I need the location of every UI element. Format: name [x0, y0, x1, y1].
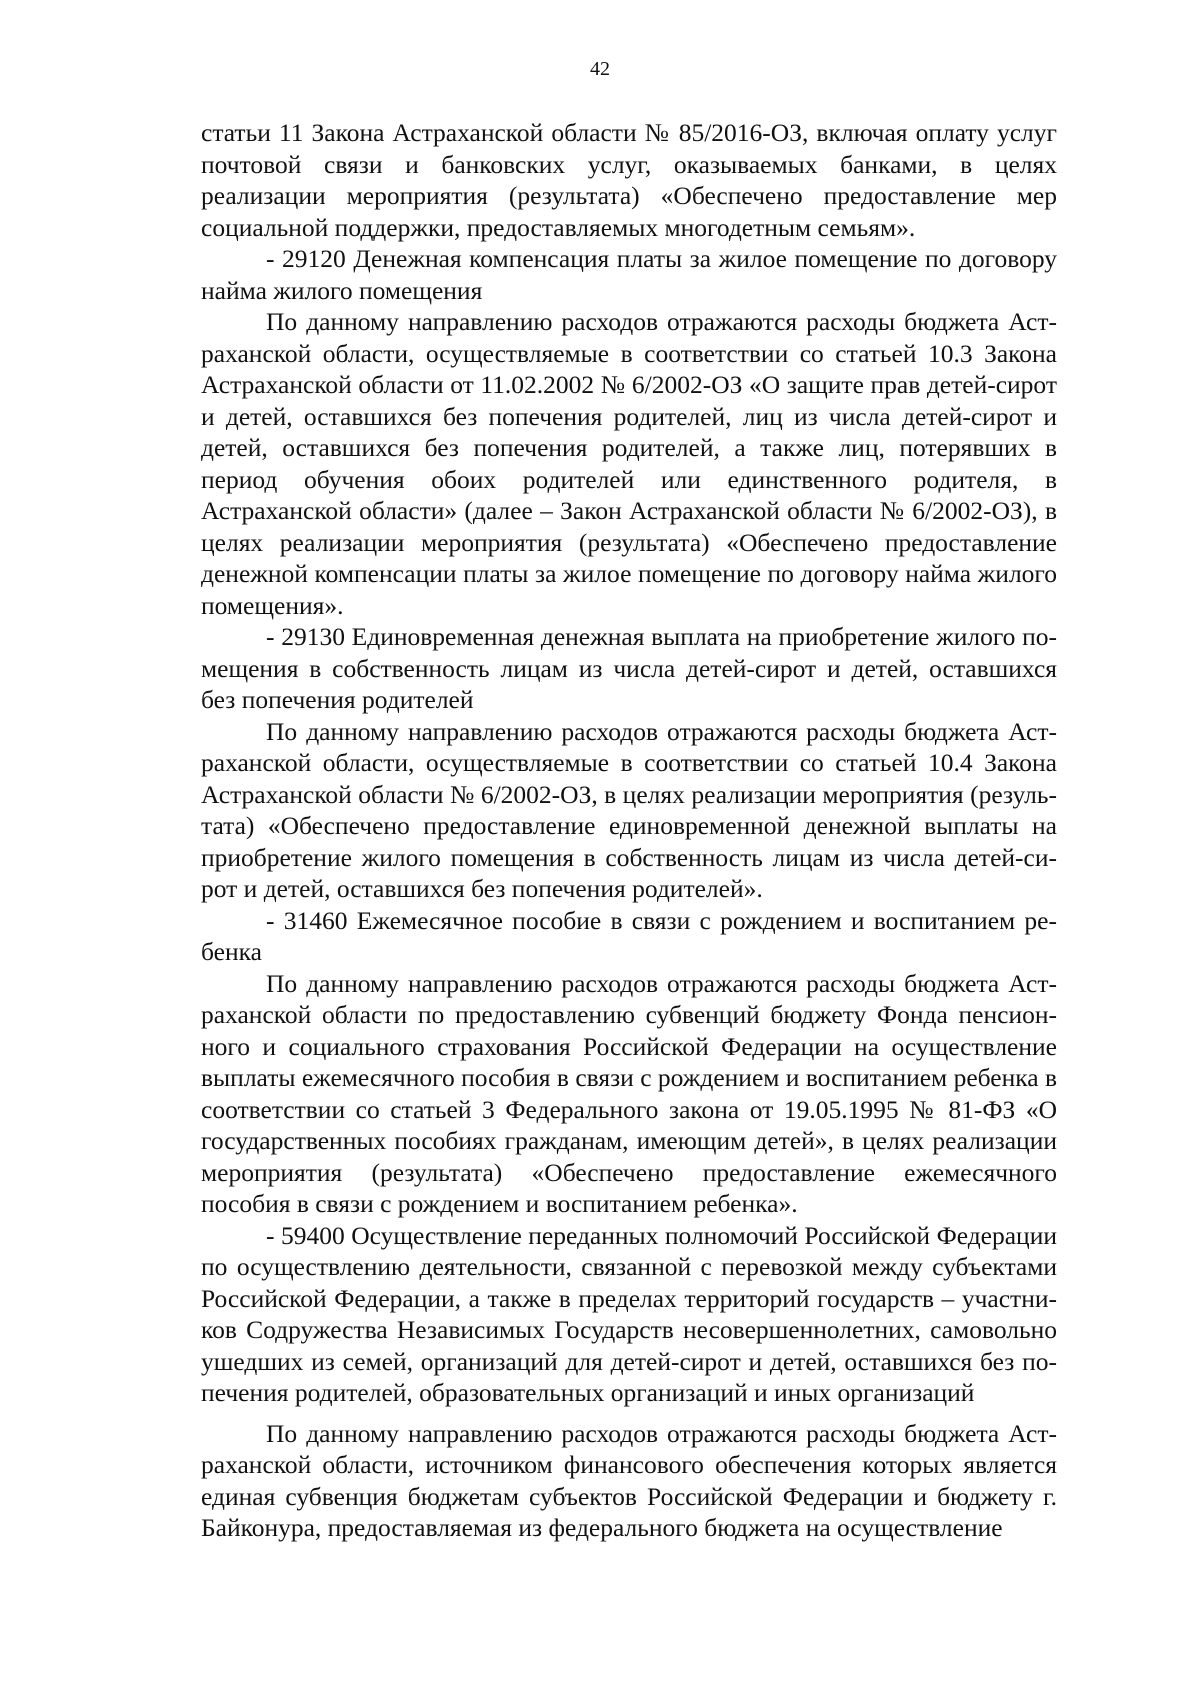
expense-item-29120-description: По данному направлению расходов отражаются расходы бюджета Астраханской области, осуществляемые в соответствии со статьей 10.3 Закона Астраханской области от 11.02.2002 № 6/2002-ОЗ «О защите прав детей-сирот и детей, оставшихся без попечения родителей, лиц из числа детей-сирот и детей, оставшихся без попечения родителей, а также лиц, потерявших в период обучения обоих родителей или единственного родителя, в Астраханской области» (далее – Закон Астраханской области № 6/2002-ОЗ), в целях реализации мероприятия (результата) «Обеспечено предоставление денежной компенсации платы за жилое помещение по договору найма жилого помещения».	[201, 307, 1057, 620]
document-body	[201, 117, 1057, 1544]
expense-item-31460-description: По данному направлению расходов отражаются расходы бюджета Астраханской области по предоставлению субвенций бюджету Фонда пенсионного и социального страхования Российской Федерации на осуществление выплаты ежемесячного пособия в связи с рождением и воспитанием ребенка в соответствии со статьей 3 Федерального закона от 19.05.1995 № 81-ФЗ «О государственных пособиях гражданам, имеющим детей», в целях реализации мероприятия (результата) «Обеспечено предоставление ежемесячного пособия в связи с рождением и воспитанием ребенка».	[201, 968, 1057, 1218]
expense-item-59400-description: По данному направлению расходов отражаются расходы бюджета Астраханской области, источником финансового обеспечения которых является единая субвенция бюджетам субъектов Российской Федерации и бюджету г. Байконура, предоставляемая из федерального бюджета на осуществление	[201, 1418, 1057, 1542]
page-number: 42	[590, 58, 610, 80]
expense-item-31460-heading: - 31460 Ежемесячное пособие в связи с рождением и воспитанием ребенка	[201, 905, 1057, 966]
paragraph-continuation: статьи 11 Закона Астраханской области № 85/2016-ОЗ, включая оплату услуг почтовой связи и банковских услуг, оказываемых банками, в целях реализации мероприятия (результата) «Обеспечено предоставление мер социальной поддержки, предоставляемых многодетным семьям».	[201, 118, 1057, 242]
expense-item-29130-heading: - 29130 Единовременная денежная выплата на приобретение жилого помещения в собственность лицам из числа детей-сирот и детей, оставшихся без попечения родителей	[201, 622, 1057, 714]
expense-item-29120-heading: - 29120 Денежная компенсация платы за жилое помещение по договору найма жилого помещения	[201, 244, 1057, 305]
expense-item-29130-description: По данному направлению расходов отражаются расходы бюджета Астраханской области, осуществляемые в соответствии со статьей 10.4 Закона Астраханской области № 6/2002-ОЗ, в целях реализации мероприятия (результата) «Обеспечено предоставление единовременной денежной выплаты на приобретение жилого помещения в собственность лицам из числа детей-сирот и детей, оставшихся без попечения родителей».	[201, 716, 1057, 903]
expense-item-59400-heading: - 59400 Осуществление переданных полномочий Российской Федерации по осуществлению деятельности, связанной с перевозкой между субъектами Российской Федерации, а также в пределах территорий государств – участников Содружества Независимых Государств несовершеннолетних, самовольно ушедших из семей, организаций для детей-сирот и детей, оставшихся без попечения родителей, образовательных организаций и иных организаций	[201, 1220, 1057, 1407]
